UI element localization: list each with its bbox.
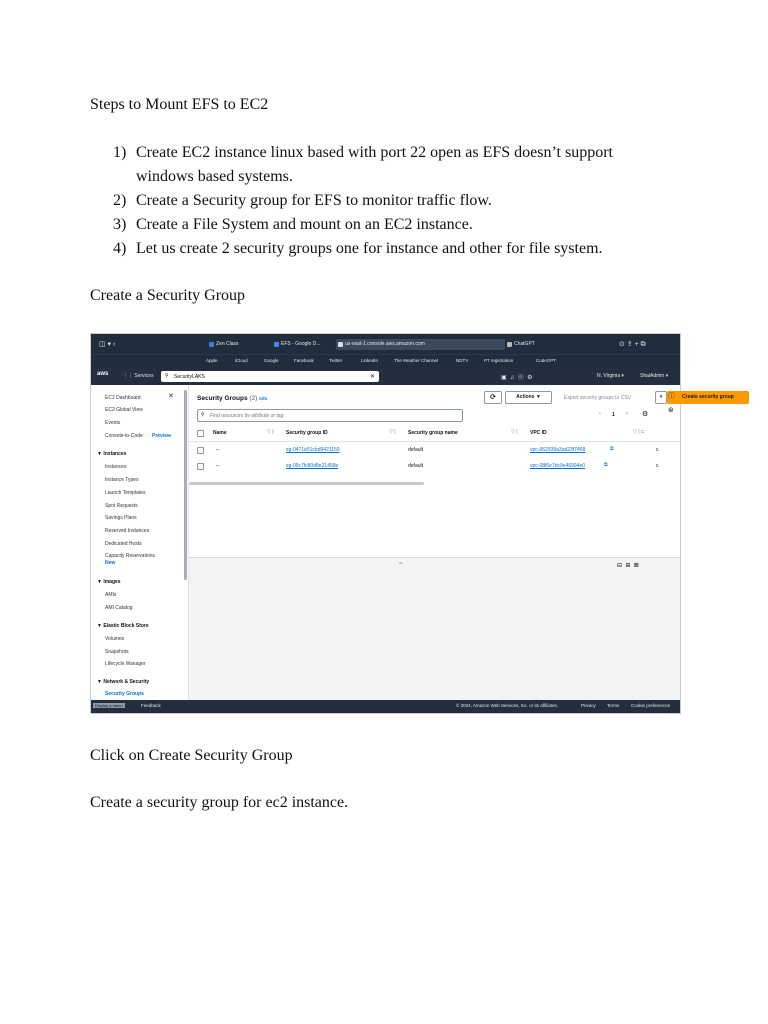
services-label: Services [134,373,154,379]
security-group-id-link[interactable]: sg-0471e51cbd9421150 [286,447,340,453]
close-sidebar-icon[interactable]: ✕ [168,393,174,400]
split-divider [189,557,680,558]
aws-logo[interactable]: aws [97,371,109,377]
step-item [113,141,673,189]
bookmark[interactable]: NDTV [456,358,469,363]
vpc-id-link[interactable]: vpc-062939a3ad23f7468 [530,447,586,453]
browser-tab[interactable] [207,339,274,350]
instruction-create-ec2-sg: Create a security group for ec2 instance. [90,794,349,811]
sidebar-item[interactable]: Instances [105,464,127,470]
browser-tab[interactable] [272,339,339,350]
sidebar-section-instances[interactable]: ▼ Instances [97,451,127,457]
settings-gear-icon[interactable]: ⚙ [642,411,649,418]
export-dropdown-icon[interactable]: ▾ [655,391,667,404]
step-item [113,213,673,237]
section-label: Instances [103,451,127,457]
row-truncated-cell: c [656,463,659,469]
sidebar-item[interactable]: AMIs [105,592,117,598]
sidebar-item[interactable]: Dedicated Hosts [105,541,142,547]
sidebar-item[interactable]: Instance Types [105,477,139,483]
bookmarks-bar [91,354,680,369]
bookmark[interactable]: The Weather Channel [394,358,438,363]
search-value: SecurityLAKS [174,374,205,380]
clear-search-icon[interactable]: ✕ [370,374,376,380]
row-group-name: default [408,463,424,469]
sidebar-item[interactable]: EC2 Dashboard [105,395,141,401]
feedback-link[interactable]: Feedback [141,703,161,708]
sort-icon[interactable]: ▽ | [389,429,396,435]
tab-label: ChatGPT [514,341,535,347]
row-group-name: default [408,447,424,453]
split-view-icons[interactable]: ⊟ ⊞ ⊠ [617,563,639,569]
section-title: Create a Security Group [90,287,246,304]
security-groups-panel [189,385,734,557]
row-checkbox[interactable] [197,447,204,454]
bookmark[interactable]: Twitter [329,358,343,363]
sidebar-scrollbar[interactable] [184,390,187,580]
search-icon: ⚲ [165,373,169,379]
region-selector[interactable]: N. Virginia ▾ [597,373,624,379]
services-menu[interactable]: ⋮⋮ Services [123,373,154,379]
steps-list [113,141,673,261]
prev-page-icon[interactable]: ‹ [599,411,601,417]
bookmark[interactable]: Apple [206,358,218,363]
actions-button[interactable]: Actions ▼ [505,391,552,404]
sidebar-item[interactable]: Volumes [105,636,125,642]
sidebar-item-security-groups[interactable]: Security Groups [105,691,144,697]
new-badge: New [105,560,116,566]
step-number: 2) [113,192,127,209]
sidebar-section-ebs[interactable]: ▼ Elastic Block Store [97,623,149,629]
select-all-checkbox[interactable] [197,430,204,437]
sidebar-item[interactable]: Spot Requests [105,503,138,509]
step-item [113,189,673,213]
external-link-icon[interactable]: ⧉ [604,462,608,468]
bookmark[interactable]: Facebook [294,358,314,363]
ec2-sidebar [91,385,189,700]
sidebar-item[interactable]: Lifecycle Manager [105,661,146,667]
doc-heading: Steps to Mount EFS to EC2 [90,96,269,113]
step-item [113,237,673,261]
step-number: 4) [113,240,127,257]
sidebar-item[interactable]: Reserved Instances [105,528,150,534]
bookmark[interactable]: iCloud [235,358,248,363]
step-number: 3) [113,216,127,233]
step-text: Create EC2 instance linux based with port 22 open as EFS doesn’t support windows based systems. [136,144,613,185]
copyright-text: © 2024, Amazon Web Services, Inc. or its affiliates. [456,703,558,708]
step-text: Let us create 2 security groups one for instance and other for file system. [136,240,603,257]
sort-icon[interactable]: ▽ | [267,429,274,435]
filter-placeholder: Find resources by attribute or tag [210,413,284,419]
export-csv-button[interactable]: Export security groups to CSV [564,395,631,401]
row-name: – [216,463,219,469]
tab-favicon-icon [507,342,512,347]
account-menu[interactable]: ShaiAdmin ▾ [640,373,669,379]
tab-favicon-icon [209,342,214,347]
info-link[interactable]: Info [259,396,268,401]
privacy-link[interactable]: Privacy [581,703,596,708]
title-text: Security Groups [197,395,248,402]
toolbar-icons[interactable]: ▣ ♫ ⓪ ⚙ [501,375,533,381]
bookmark[interactable]: CodeGPT [536,358,557,363]
tab-label: Zen Class [216,341,239,347]
sidebar-section-network[interactable]: ▼ Network & Security [97,679,150,685]
instruction-click-create: Click on Create Security Group [90,747,293,764]
sidebar-item[interactable]: Console-to-Code [105,433,143,439]
sidebar-toggle-icon[interactable]: ◫ ▾ ‹ [99,341,116,348]
sidebar-item[interactable]: Launch Templates [105,490,146,496]
bookmark[interactable]: PT registration [484,358,514,363]
bookmark[interactable]: Google [264,358,279,363]
row-truncated-cell: c [656,447,659,453]
terms-link[interactable]: Terms [607,703,620,708]
section-label: Images [103,579,121,585]
sidebar-item[interactable]: Events [105,420,121,426]
aws-console-screenshot [91,334,734,713]
tab-label: EFS - Google D... [281,341,321,347]
sidebar-item[interactable]: AMI Catalog [105,605,133,611]
step-number: 1) [113,144,127,161]
sidebar-item[interactable]: Capacity Reservations [105,553,156,559]
tab-favicon-icon [274,342,279,347]
horizontal-scrollbar[interactable] [189,482,424,485]
row-name: – [216,447,219,453]
sort-icon[interactable]: ▽ | ⊏ [633,429,646,435]
create-security-group-button[interactable]: Create security group [667,391,749,404]
next-page-icon[interactable]: › [626,411,628,417]
browser-tab-bar [91,334,680,354]
search-input[interactable] [161,371,379,382]
display-menu-button[interactable]: Display a menu [95,703,123,708]
external-link-icon[interactable]: ⧉ [610,446,614,452]
sidebar-item[interactable]: Savings Plans [105,515,137,521]
refresh-icon[interactable]: ⟳ [484,391,502,404]
panel-title [197,395,267,402]
row-checkbox[interactable] [197,463,204,470]
section-label: Elastic Block Store [103,623,149,629]
vpc-id-link[interactable]: vpc-08f6e7dc9e46994e0 [530,463,586,469]
aws-top-bar [91,368,680,385]
info-circle-icon[interactable]: ⓘ [668,393,675,400]
step-text: Create a File System and mount on an EC2 instance. [136,216,473,233]
sort-icon[interactable]: ▽ | [511,429,518,435]
help-circle-icon[interactable]: ⊛ [668,407,674,414]
preview-badge: Preview [152,433,171,439]
sidebar-item[interactable]: EC2 Global View [105,407,143,413]
group-count: (2) [249,395,258,402]
column-header-id[interactable]: Security group ID [286,430,328,436]
bookmark[interactable]: LinkedIn [361,358,379,363]
filter-search-icon: ⚲ [201,412,205,418]
sidebar-item[interactable]: Snapshots [105,649,129,655]
header-divider [189,441,680,442]
column-header-vpc[interactable]: VPC ID [530,430,547,436]
main-content [189,385,734,700]
cookie-preferences-link[interactable]: Cookie preferences [631,703,671,708]
tab-favicon-icon [338,342,343,347]
page-number[interactable]: 1 [612,412,615,418]
drag-handle-icon[interactable]: ═ [399,561,403,567]
filter-input[interactable] [197,409,463,422]
aws-footer [91,700,680,713]
column-header-name[interactable]: Name [213,430,227,436]
security-group-id-link[interactable]: sg-09c7fc80d8e21458e [286,463,339,469]
browser-actions-icon[interactable]: ⊙ ⇪ + ⧉ [619,341,646,348]
column-header-group-name[interactable]: Security group name [408,430,458,436]
sidebar-section-images[interactable]: ▼ Images [97,579,121,585]
browser-tab[interactable] [505,339,572,350]
step-text: Create a Security group for EFS to monitor traffic flow. [136,192,492,209]
section-label: Network & Security [103,679,150,685]
tab-label: us-east-1.console.aws.amazon.com [345,341,425,347]
browser-tab-active[interactable] [336,339,505,350]
